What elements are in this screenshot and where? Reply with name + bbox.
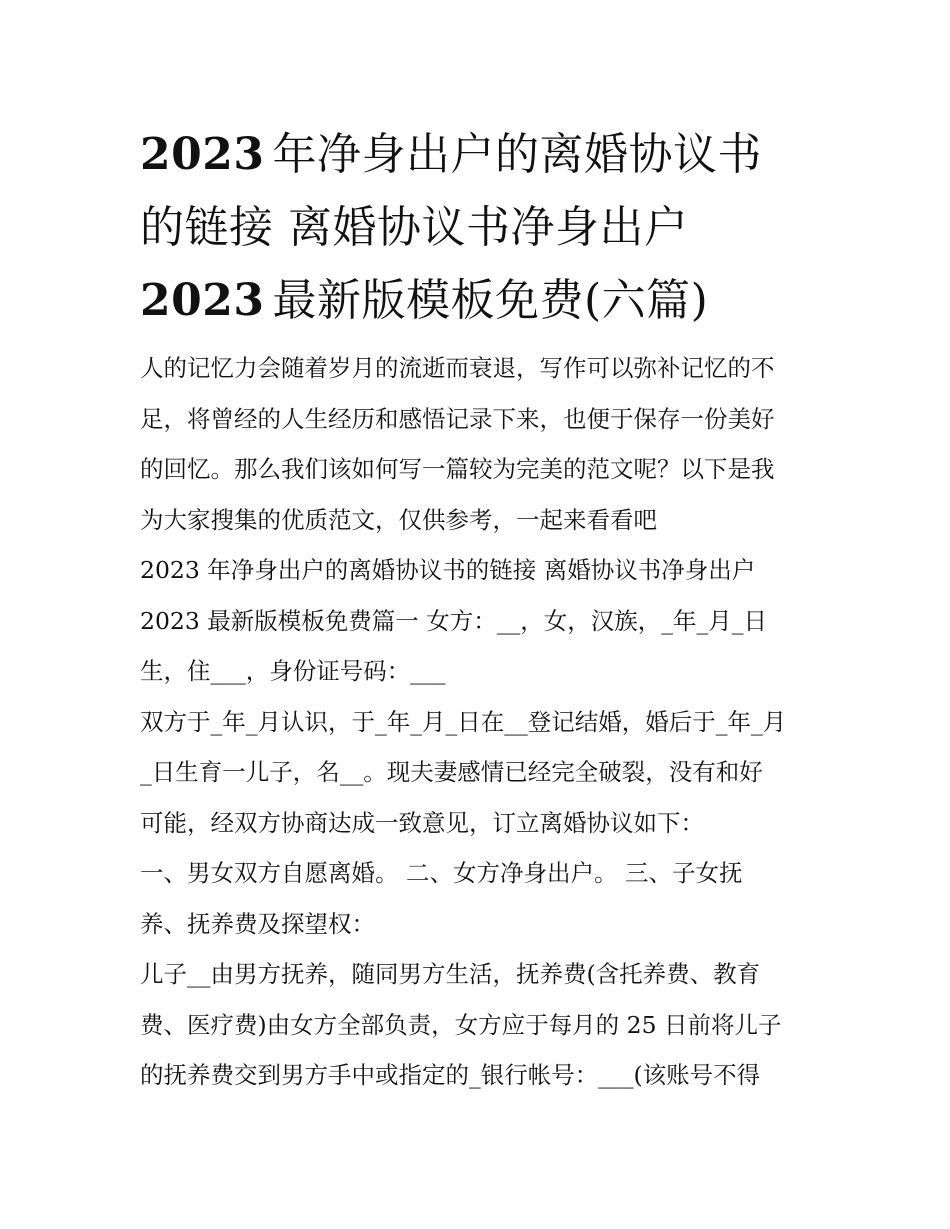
title-text: 的链接 离婚协议书净身出户: [140, 202, 689, 253]
body-line: _日生育一儿子，名__。现夫妻感情已经完全破裂，没有和好: [140, 758, 763, 786]
title-number: 2023: [140, 275, 265, 326]
body-line: 足，将曾经的人生经历和感悟记录下来，也便于保存一份美好: [140, 404, 775, 433]
document-title: [140, 118, 820, 337]
body-line: 为大家搜集的优质范文，仅供参考，一起来看看吧: [140, 505, 657, 534]
title-line-1: [140, 118, 820, 191]
body-line: 费、医疗费)由女方全部负责，女方应于每月的 25 日前将儿子: [140, 1010, 782, 1039]
body-line: 可能，经双方协商达成一致意见，订立离婚协议如下：: [140, 808, 704, 837]
body-line: 双方于_年_月认识，于_年_月_日在__登记结婚，婚后于_年_月: [140, 707, 787, 736]
title-number: 2023: [140, 129, 265, 180]
title-text: 年净身出户的离婚协议书: [272, 129, 762, 180]
body-line: 2023 年净身出户的离婚协议书的链接 离婚协议书净身出户: [140, 556, 756, 584]
body-line: 的回忆。那么我们该如何写一篇较为完美的范文呢？以下是我: [140, 455, 775, 483]
body-line: 人的记忆力会随着岁月的流逝而衰退，写作可以弥补记忆的不: [140, 354, 775, 382]
body-line: 一、男女双方自愿离婚。 二、女方净身出户。 三、子女抚: [140, 859, 743, 887]
body-line: 养、抚养费及探望权：: [140, 909, 375, 938]
body-line: 生，住___，身份证号码：___: [140, 657, 446, 685]
body-line: 的抚养费交到男方手中或指定的_银行帐号：___(该账号不得: [140, 1061, 761, 1089]
title-line-2: [140, 191, 820, 264]
document-page: [140, 118, 820, 1101]
document-body: [140, 343, 820, 1101]
title-text: 最新版模板免费(六篇): [272, 275, 709, 326]
title-line-3: [140, 264, 820, 337]
body-line: 儿子__由男方抚养，随同男方生活，抚养费(含托养费、教育: [140, 960, 761, 988]
body-line: 2023 最新版模板免费篇一 女方：__，女，汉族，_年_月_日: [140, 606, 767, 635]
